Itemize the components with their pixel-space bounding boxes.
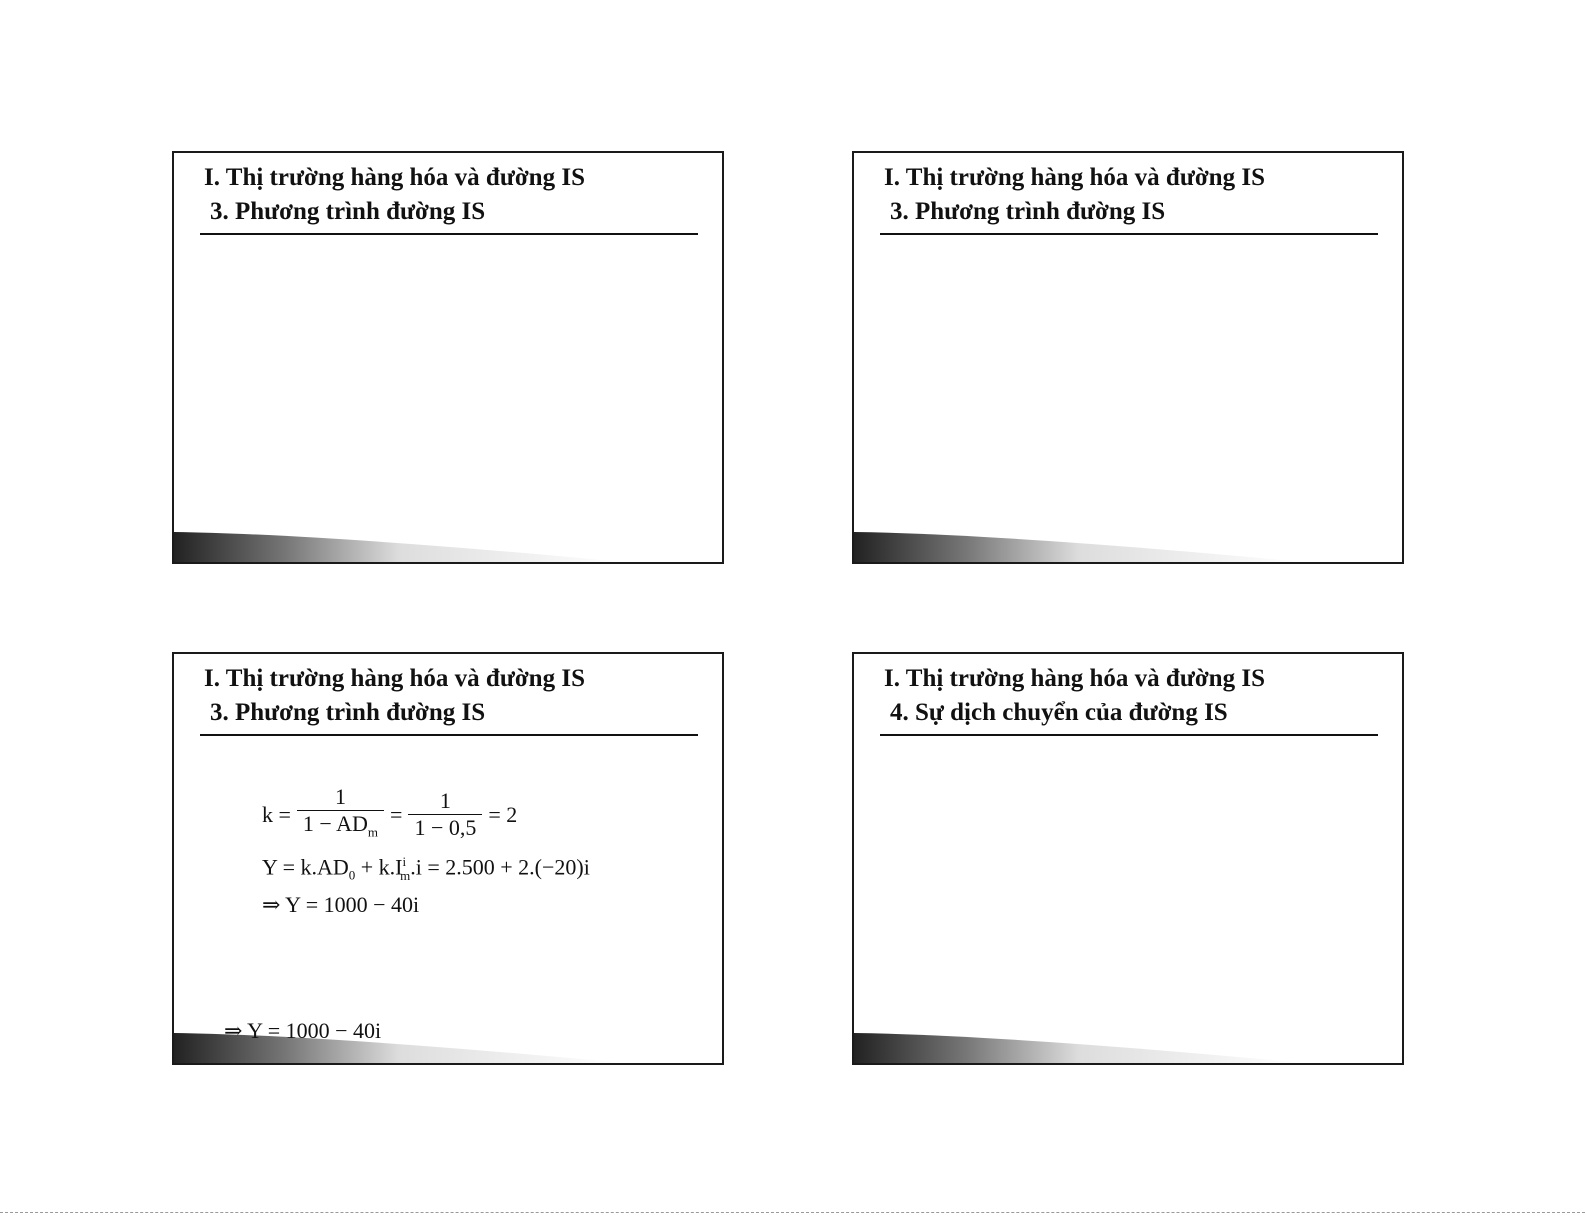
slide-subtitle: 3. Phương trình đường IS <box>210 699 486 726</box>
k-lhs: k = <box>262 801 291 827</box>
page-footer-line <box>0 1212 1585 1214</box>
slide-4 <box>852 652 1404 1065</box>
slide-title: I. Thị trường hàng hóa và đường IS <box>884 665 1265 692</box>
title-divider <box>200 233 698 235</box>
k-result: = 2 <box>488 801 518 827</box>
corner-swoosh-decoration <box>174 522 724 562</box>
is-result-repeat: ⇒ Y = 1000 − 40i <box>224 1018 382 1043</box>
fraction-2-denominator: 1 − 0,5 <box>408 814 482 841</box>
slide-2 <box>852 151 1404 564</box>
fraction-1-denominator: $1 - AD_m$ <box>297 810 384 845</box>
slide-3 <box>172 652 724 1065</box>
slide-subtitle: 4. Sự dịch chuyển của đường IS <box>890 699 1228 726</box>
title-divider <box>880 734 1378 736</box>
fraction-1 <box>297 784 384 845</box>
slide-subtitle: 3. Phương trình đường IS <box>890 198 1166 225</box>
slide-1 <box>172 151 724 564</box>
fraction-1-numerator: 1 <box>334 784 346 809</box>
fraction-2 <box>408 788 482 841</box>
slide-title: I. Thị trường hàng hóa và đường IS <box>204 164 585 191</box>
title-divider <box>880 233 1378 235</box>
title-divider <box>200 734 698 736</box>
multiplier-formula <box>262 784 517 845</box>
is-result: ⇒ Y = 1000 − 40i <box>262 892 420 917</box>
corner-swoosh-decoration <box>854 1023 1404 1063</box>
equals-sign: = <box>390 801 403 827</box>
slide-title: I. Thị trường hàng hóa và đường IS <box>204 665 585 692</box>
fraction-2-numerator: 1 <box>439 788 451 814</box>
is-equation: $Y = k.AD_0 + k.I^i_m.i = 2.500 + 2.(-20)i$ <box>262 854 590 883</box>
slide-subtitle: 3. Phương trình đường IS <box>210 198 486 225</box>
slide-title: I. Thị trường hàng hóa và đường IS <box>884 164 1265 191</box>
corner-swoosh-decoration <box>854 522 1404 562</box>
